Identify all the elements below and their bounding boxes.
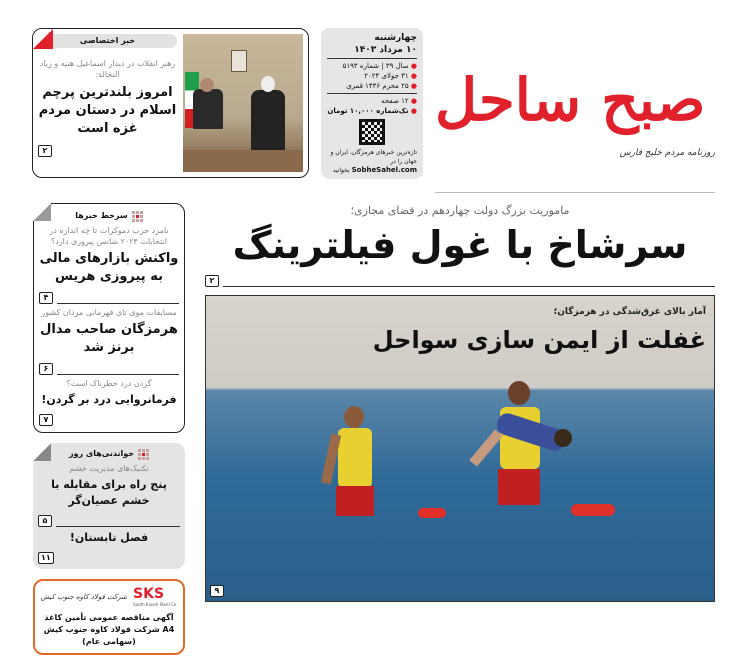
photo-headline[interactable]: غفلت از ایمن سازی سواحل <box>372 326 706 354</box>
readable-kicker: تکنیک‌های مدیریت خشم <box>69 464 149 473</box>
daily-readables-box <box>33 443 185 569</box>
bottom-row <box>28 203 715 655</box>
grid-dots-icon <box>138 449 149 460</box>
exclusive-news-box[interactable] <box>32 28 309 178</box>
issue-number: ● سال ۳۹ | شماره ۵۱۹۳ <box>342 62 417 70</box>
main-headline[interactable]: سرشاخ با غول فیلترینگ <box>232 223 688 267</box>
headline-item[interactable]: فرمانروایی درد بر گردن! <box>41 393 177 406</box>
page-ref[interactable]: ۷ <box>39 414 53 426</box>
sks-logo: SKS South Kaveh Steel Co. <box>133 586 178 607</box>
page-ref[interactable]: ۹ <box>210 585 224 597</box>
page-ref[interactable]: ۶ <box>39 363 53 375</box>
website-promo: تازه‌ترین خبرهای هرمزگان، ایران و جهان را در SobheSahel.com بخوانید <box>330 149 417 174</box>
page-ref[interactable]: ۱۱ <box>38 552 54 564</box>
main-story[interactable] <box>205 203 715 287</box>
rescue-buoy <box>418 508 446 518</box>
hijri-date: ● ۲۵ محرم ۱۴۴۶ قمری <box>327 81 417 94</box>
page-ref[interactable]: ۲ <box>205 275 219 287</box>
price: ● تک‌شماره ۱۰,۰۰۰ تومان <box>327 107 417 115</box>
main-kicker: ماموریت بزرگ دولت چهاردهم در فضای مجازی؛ <box>350 204 570 217</box>
headline-item[interactable]: هرمزگان صاحب مدال برنز شد <box>40 322 178 355</box>
issue-day: چهارشنبه <box>374 33 417 43</box>
page-count: ● ۱۲ صفحه <box>381 97 417 105</box>
issue-date: ۱۰ مرداد ۱۴۰۳ <box>327 44 417 59</box>
readables-tag: خواندنی‌های روز <box>38 448 180 460</box>
qr-code-icon[interactable] <box>359 119 385 145</box>
greg-date: ● ۳۱ جولای ۲۰۲۴ <box>364 72 417 80</box>
readable-item[interactable]: پنج راه برای مقابله با خشم عصیان‌گر <box>51 478 167 507</box>
exclusive-kicker: رهبر انقلاب در دیدار اسماعیل هنیه و زیاد النخالة: <box>39 59 176 79</box>
masthead-title: صبح ساحل <box>435 66 706 134</box>
exclusive-headline[interactable]: امروز بلندترین پرچم اسلام در دستان مردم غزه است <box>38 85 177 136</box>
tender-ad[interactable] <box>33 579 185 655</box>
headline-kicker: نامزد حزب دموکرات تا چه اندازه در انتخابات ۲۰۲۴ شانس پیروزی دارد؟ <box>49 226 169 246</box>
photo-kicker: آمار بالای غرق‌شدگی در هرمزگان؛ <box>553 307 706 317</box>
page-ref[interactable]: ۲ <box>38 145 52 157</box>
masthead-tagline: روزنامه مردم خلیج فارس <box>619 148 715 158</box>
top-row <box>28 28 715 193</box>
masthead-logo <box>435 28 715 193</box>
page-ref[interactable]: ۴ <box>39 292 53 304</box>
issue-info-box <box>321 28 423 179</box>
headline-kicker: مسابقات موی تای قهرمانی مردان کشور <box>41 308 177 317</box>
lifeguard-carrying-child <box>476 381 586 541</box>
rescue-buoy <box>571 504 615 516</box>
exclusive-tag: خبر اختصاصی <box>38 34 177 48</box>
page-ref[interactable]: ۵ <box>38 515 52 527</box>
website-link[interactable]: SobheSahel.com <box>351 166 417 174</box>
headlines-tag: سرخط خبرها <box>39 210 179 222</box>
grid-dots-icon <box>132 211 143 222</box>
photo-story[interactable] <box>205 295 715 602</box>
exclusive-photo[interactable] <box>183 34 303 172</box>
ad-text: آگهی مناقصه عمومی تأمین کاغذ A4 شرکت فولاد کاوه جنوب کیش (سهامی عام) <box>43 613 175 646</box>
lifeguard-figure <box>324 406 384 546</box>
readable-item[interactable]: فصل تابستان! <box>69 531 149 544</box>
headline-kicker: گردن درد خطرناک است؟ <box>66 379 152 388</box>
headlines-box <box>33 203 185 433</box>
company-name: شرکت فولاد کاوه جنوب کیش <box>40 593 128 601</box>
headline-item[interactable]: واکنش بازارهای مالی به پیروزی هریس <box>39 251 179 284</box>
